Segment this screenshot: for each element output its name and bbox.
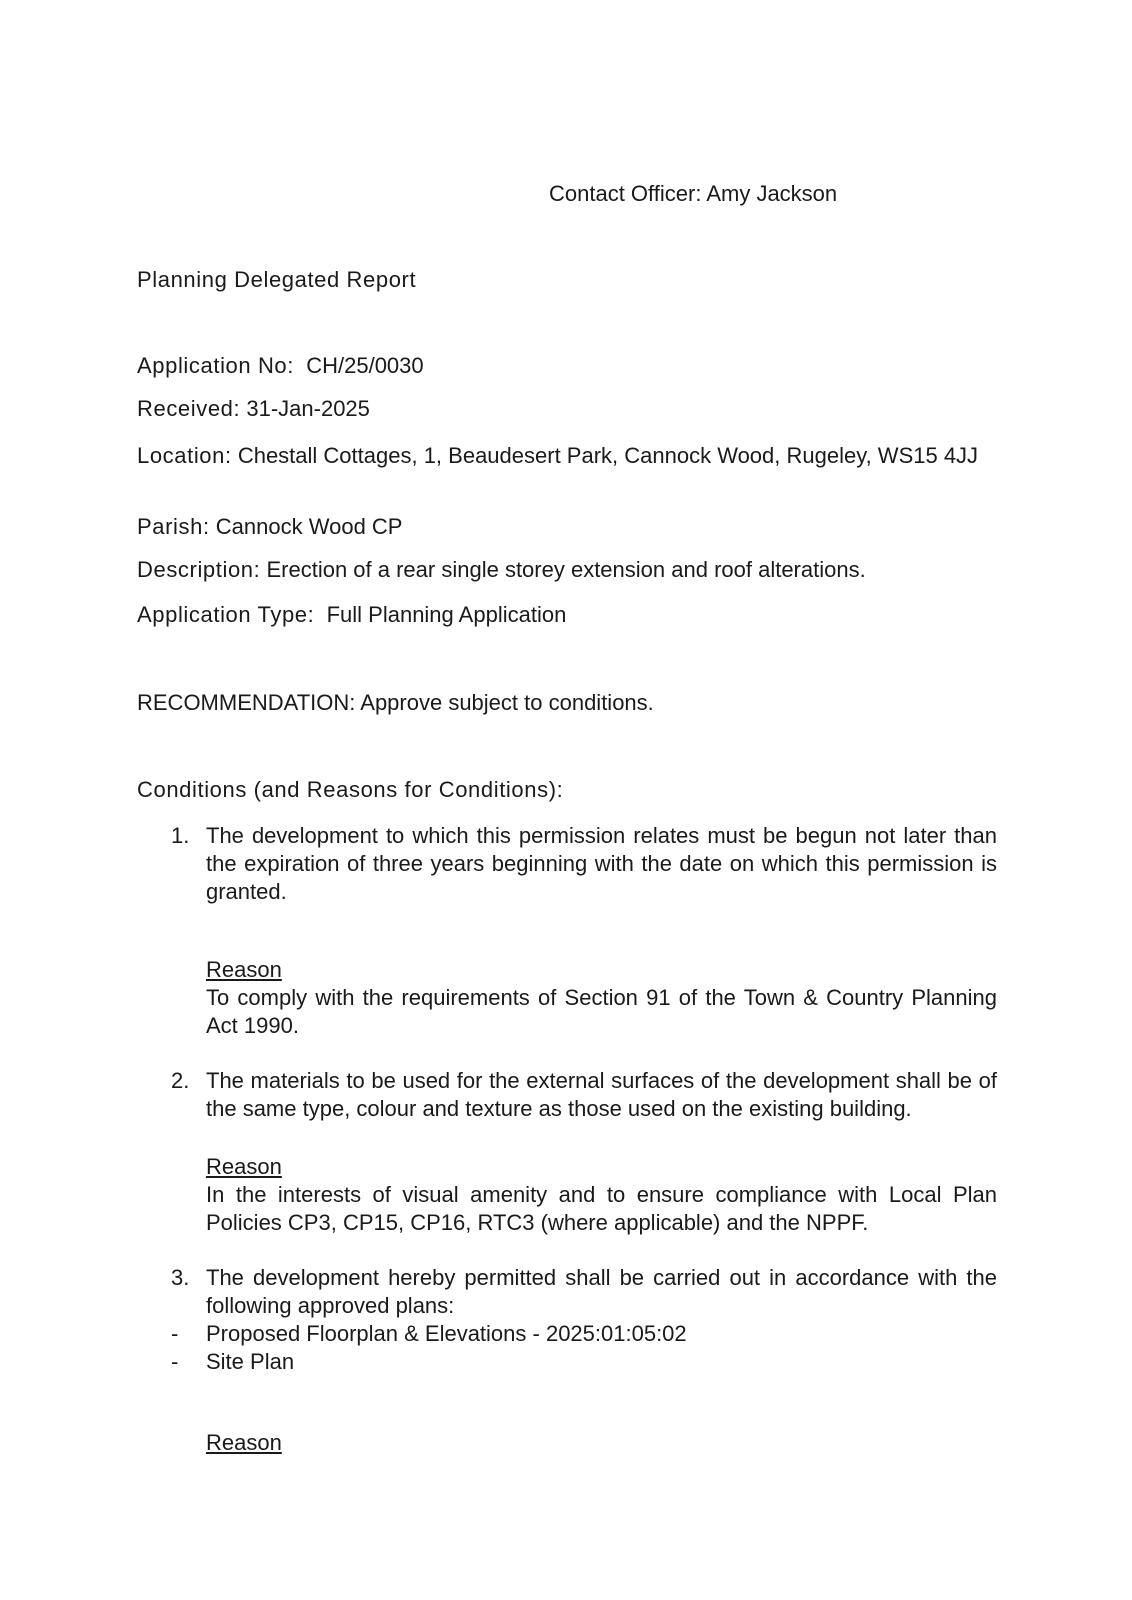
condition-2-reason-label: Reason [206,1154,282,1179]
condition-3-text: The development hereby permitted shall be carried out in accordance with the following approved plans: [206,1265,997,1318]
application-type-value: Full Planning Application [326,602,567,627]
received-value: 31-Jan-2025 [246,396,370,421]
description-value: Erection of a rear single storey extension and roof alterations. [266,557,866,582]
plan-1-dash: - [171,1321,179,1346]
condition-2-number: 2. [171,1068,190,1093]
condition-3-number: 3. [171,1265,190,1290]
condition-1-reason-label: Reason [206,957,282,982]
application-no-value: CH/25/0030 [306,353,424,378]
condition-1-reason: To comply with the requirements of Section 91 of the Town & Country Planning Act 1990. [206,985,997,1038]
condition-1-number: 1. [171,823,190,848]
condition-2-text: The materials to be used for the external surfaces of the development shall be of the same type, colour and texture as those used on the existing building. [206,1068,997,1121]
application-type [137,601,566,629]
location-value: Chestall Cottages, 1, Beaudesert Park, Cannock Wood, Rugeley, WS15 4JJ [237,443,979,468]
report-title: Planning Delegated Report [137,267,417,292]
parish-value: Cannock Wood CP [215,514,403,539]
parish [137,513,403,541]
application-type-label: Application Type: [137,602,315,627]
plan-2-dash: - [171,1349,179,1374]
received [137,395,370,423]
plan-2: Site Plan [206,1349,295,1374]
location [137,442,997,470]
parish-label: Parish: [137,514,210,539]
condition-3-reason-label: Reason [206,1430,282,1455]
condition-2-reason: In the interests of visual amenity and to ensure compliance with Local Plan Policies CP3, CP15, CP16, RTC3 (where applicable) and the NPPF. [206,1182,997,1235]
received-label: Received: [137,396,241,421]
application-no-label: Application No: [137,353,294,378]
location-label: Location: [137,443,232,468]
description-label: Description: [137,557,261,582]
description [137,556,866,584]
condition-1-text: The development to which this permission relates must be begun not later than the expiration of three years beginning with the date on which this permission is granted. [206,823,997,904]
plan-1: Proposed Floorplan & Elevations - 2025:01:05:02 [206,1321,687,1346]
conditions-heading: Conditions (and Reasons for Conditions): [137,777,564,802]
application-no [137,352,424,380]
contact-officer: Contact Officer: Amy Jackson [549,181,838,206]
recommendation: RECOMMENDATION: Approve subject to conditions. [137,690,654,715]
